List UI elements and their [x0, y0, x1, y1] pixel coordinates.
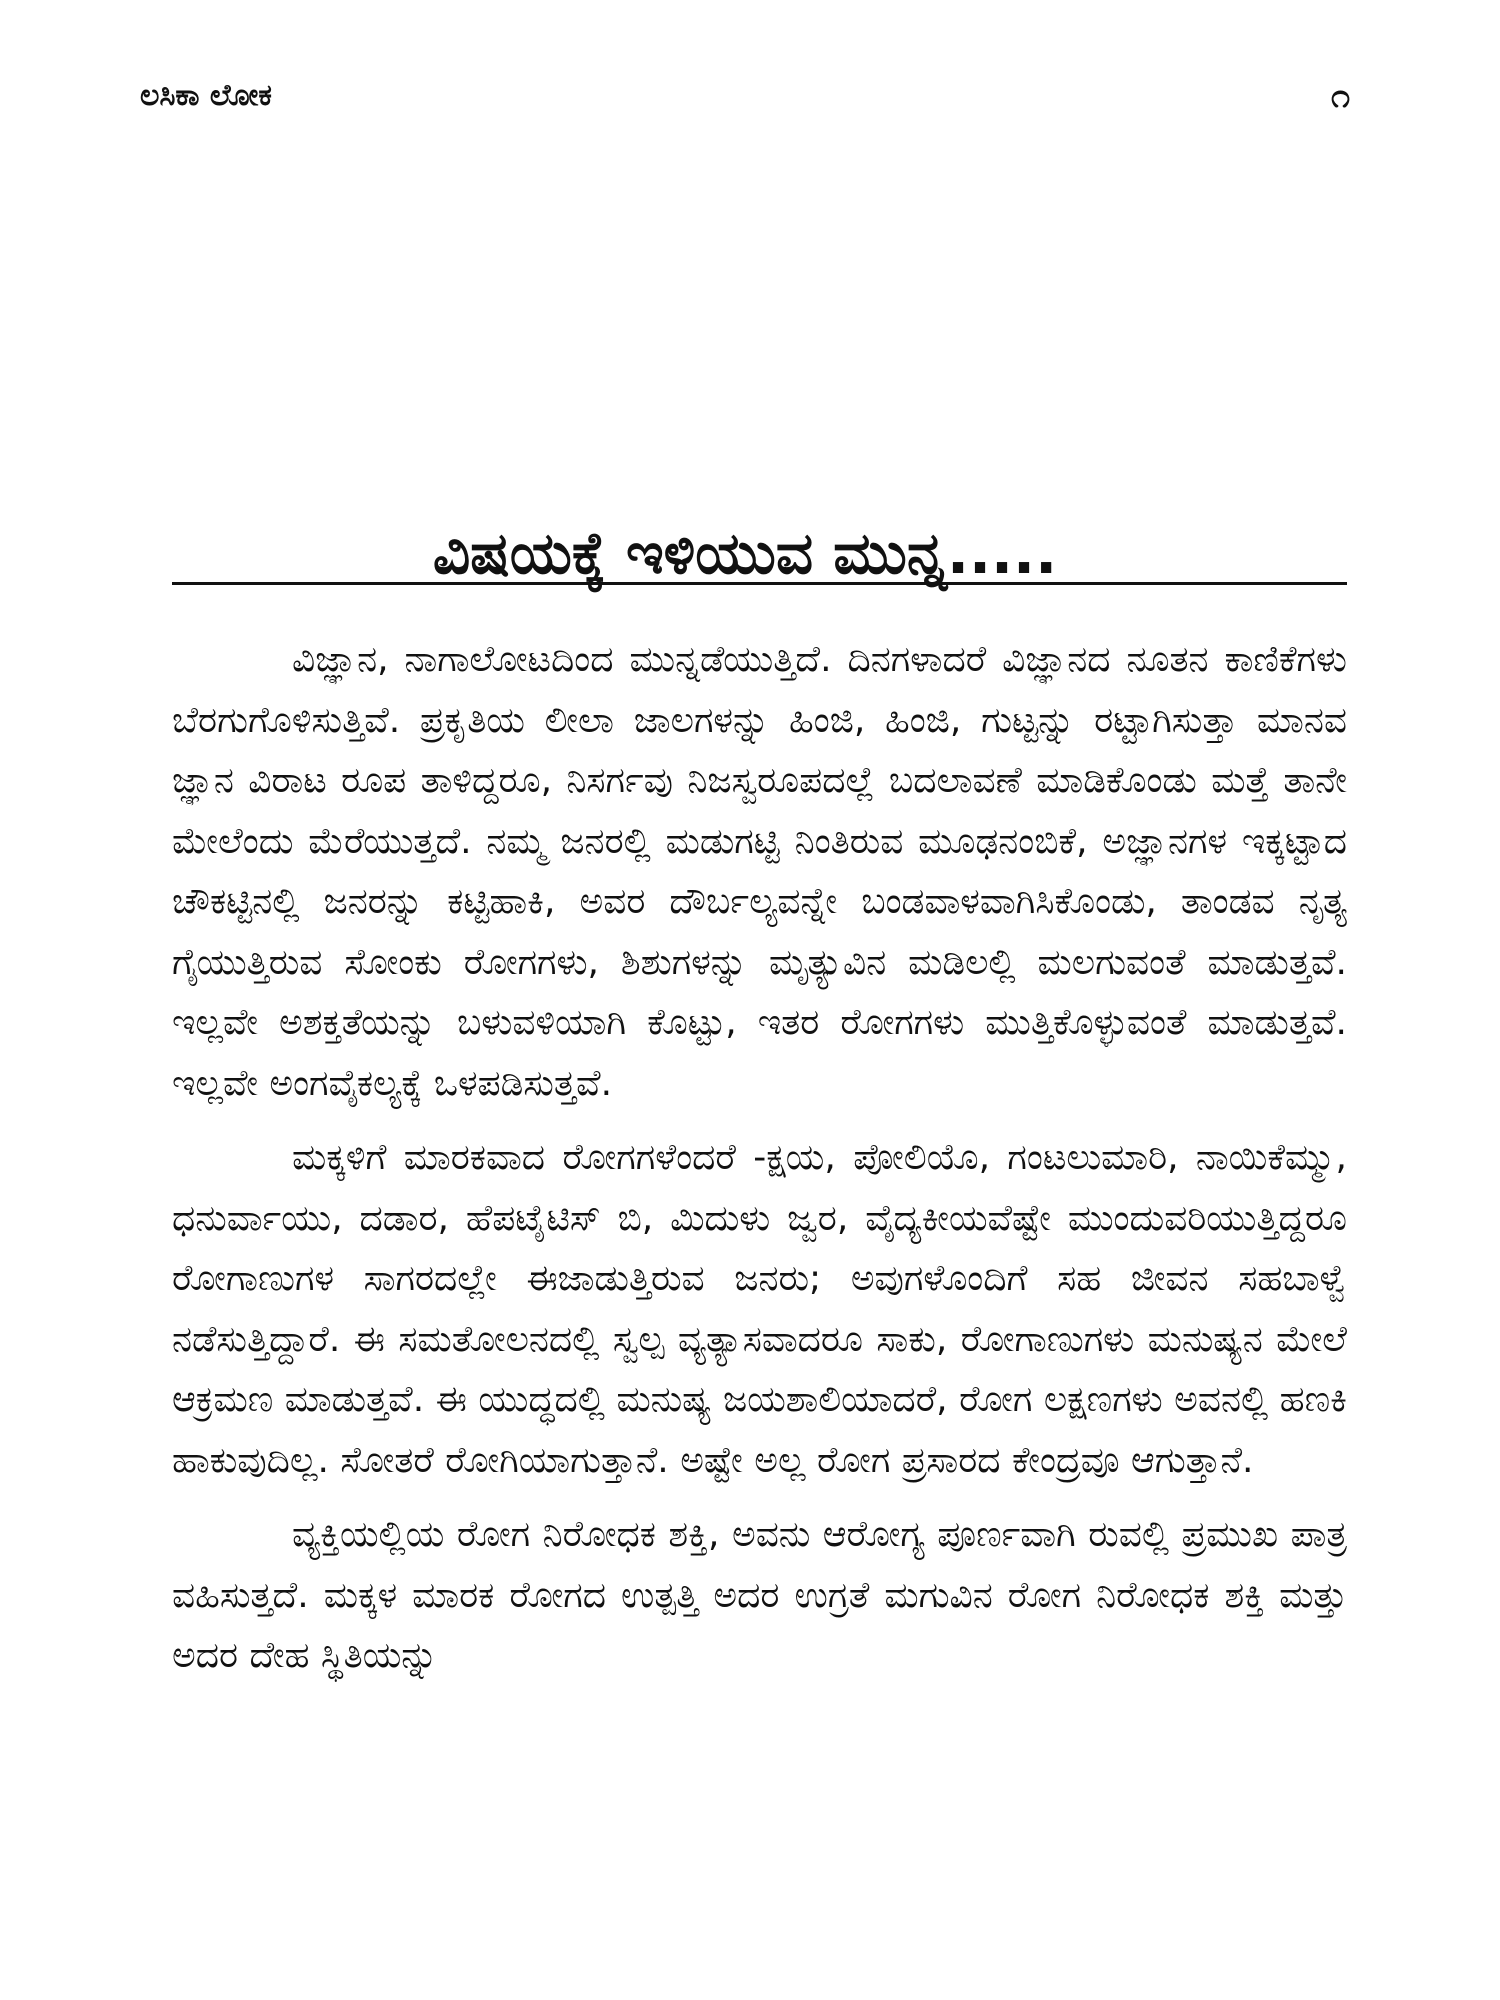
page-number: ೧ — [1330, 76, 1350, 116]
body-paragraph-2: ಮಕ್ಕಳಿಗೆ ಮಾರಕವಾದ ರೋಗಗಳೆಂದರೆ -ಕ್ಷಯ, ಪೋಲಿಯೊ, ಗಂಟಲುಮಾರಿ, ನಾಯಿಕೆಮ್ಮು, ಧನುರ್ವಾಯು, ದಡಾರ, ಹೆಪಟೈಟಿಸ್ ಬಿ, ಮಿದುಳು ಜ್ವರ, ವೈದ್ಯಕೀಯವೆಷ್ಟೇ ಮುಂದುವರಿಯುತ್ತಿದ್ದರೂ ರೋಗಾಣುಗಳ ಸಾಗರದಲ್ಲೇ ಈಜಾಡುತ್ತಿರುವ ಜನರು; ಅವುಗಳೊಂದಿಗೆ ಸಹ ಜೀವನ ಸಹಬಾಳ್ವೆ ನಡೆಸುತ್ತಿದ್ದಾರೆ. ಈ ಸಮತೋಲನದಲ್ಲಿ ಸ್ವಲ್ಪ ವ್ಯತ್ಯಾಸವಾದರೂ ಸಾಕು, ರೋಗಾಣುಗಳು ಮನುಷ್ಯನ ಮೇಲೆ ಆಕ್ರಮಣ ಮಾಡುತ್ತವೆ. ಈ ಯುದ್ಧದಲ್ಲಿ ಮನುಷ್ಯ ಜಯಶಾಲಿಯಾದರೆ, ರೋಗ ಲಕ್ಷಣಗಳು ಅವನಲ್ಲಿ ಹಣಕಿ ಹಾಕುವುದಿಲ್ಲ. ಸೋತರೆ ರೋಗಿಯಾಗುತ್ತಾನೆ. ಅಷ್ಟೇ ಅಲ್ಲ ರೋಗ ಪ್ರಸಾರದ ಕೇಂದ್ರವೂ ಆಗುತ್ತಾನೆ. — [172, 1137, 1347, 1481]
title-divider-rule — [172, 582, 1347, 585]
running-head-title: ಲಸಿಕಾ ಲೋಕ — [140, 78, 272, 113]
body-paragraph-1: ವಿಜ್ಞಾನ, ನಾಗಾಲೋಟದಿಂದ ಮುನ್ನಡೆಯುತ್ತಿದೆ. ದಿನಗಳಾದರೆ ವಿಜ್ಞಾನದ ನೂತನ ಕಾಣಿಕೆಗಳು ಬೆರಗುಗೊಳಿಸುತ್ತಿವೆ. ಪ್ರಕೃತಿಯ ಲೀಲಾ ಜಾಲಗಳನ್ನು ಹಿಂಜಿ, ಹಿಂಜಿ, ಗುಟ್ಟನ್ನು ರಟ್ಟಾಗಿಸುತ್ತಾ ಮಾನವ ಜ್ಞಾನ ವಿರಾಟ ರೂಪ ತಾಳಿದ್ದರೂ, ನಿಸರ್ಗವು ನಿಜಸ್ವರೂಪದಲ್ಲೆ ಬದಲಾವಣೆ ಮಾಡಿಕೊಂಡು ಮತ್ತೆ ತಾನೇ ಮೇಲೆಂದು ಮೆರೆಯುತ್ತದೆ. ನಮ್ಮ ಜನರಲ್ಲಿ ಮಡುಗಟ್ಟಿ ನಿಂತಿರುವ ಮೂಢನಂಬಿಕೆ, ಅಜ್ಞಾನಗಳ ಇಕ್ಕಟ್ಟಾದ ಚೌಕಟ್ಟಿನಲ್ಲಿ ಜನರನ್ನು ಕಟ್ಟಿಹಾಕಿ, ಅವರ ದೌರ್ಬಲ್ಯವನ್ನೇ ಬಂಡವಾಳವಾಗಿಸಿಕೊಂಡು, ತಾಂಡವ ನೃತ್ಯ ಗೈಯುತ್ತಿರುವ ಸೋಂಕು ರೋಗಗಳು, ಶಿಶುಗಳನ್ನು ಮೃತ್ಯುವಿನ ಮಡಿಲಲ್ಲಿ ಮಲಗುವಂತೆ ಮಾಡುತ್ತವೆ. ಇಲ್ಲವೇ ಅಶಕ್ತತೆಯನ್ನು ಬಳುವಳಿಯಾಗಿ ಕೊಟ್ಟು, ಇತರ ರೋಗಗಳು ಮುತ್ತಿಕೊಳ್ಳುವಂತೆ ಮಾಡುತ್ತವೆ. ಇಲ್ಲವೇ ಅಂಗವೈಕಲ್ಯಕ್ಕೆ ಒಳಪಡಿಸುತ್ತವೆ. — [172, 639, 1347, 1104]
body-text — [172, 630, 1347, 1701]
body-paragraph-3: ವ್ಯಕ್ತಿಯಲ್ಲಿಯ ರೋಗ ನಿರೋಧಕ ಶಕ್ತಿ, ಅವನು ಆರೋಗ್ಯ ಪೂರ್ಣವಾಗಿ ರುವಲ್ಲಿ ಪ್ರಮುಖ ಪಾತ್ರ ವಹಿಸುತ್ತದೆ. ಮಕ್ಕಳ ಮಾರಕ ರೋಗದ ಉತ್ಪತ್ತಿ ಅದರ ಉಗ್ರತೆ ಮಗುವಿನ ರೋಗ ನಿರೋಧಕ ಶಕ್ತಿ ಮತ್ತು ಅದರ ದೇಹ ಸ್ಥಿತಿಯನ್ನು — [172, 1514, 1347, 1676]
chapter-title: ವಿಷಯಕ್ಕೆ ಇಳಿಯುವ ಮುನ್ನ..... — [432, 518, 1058, 587]
